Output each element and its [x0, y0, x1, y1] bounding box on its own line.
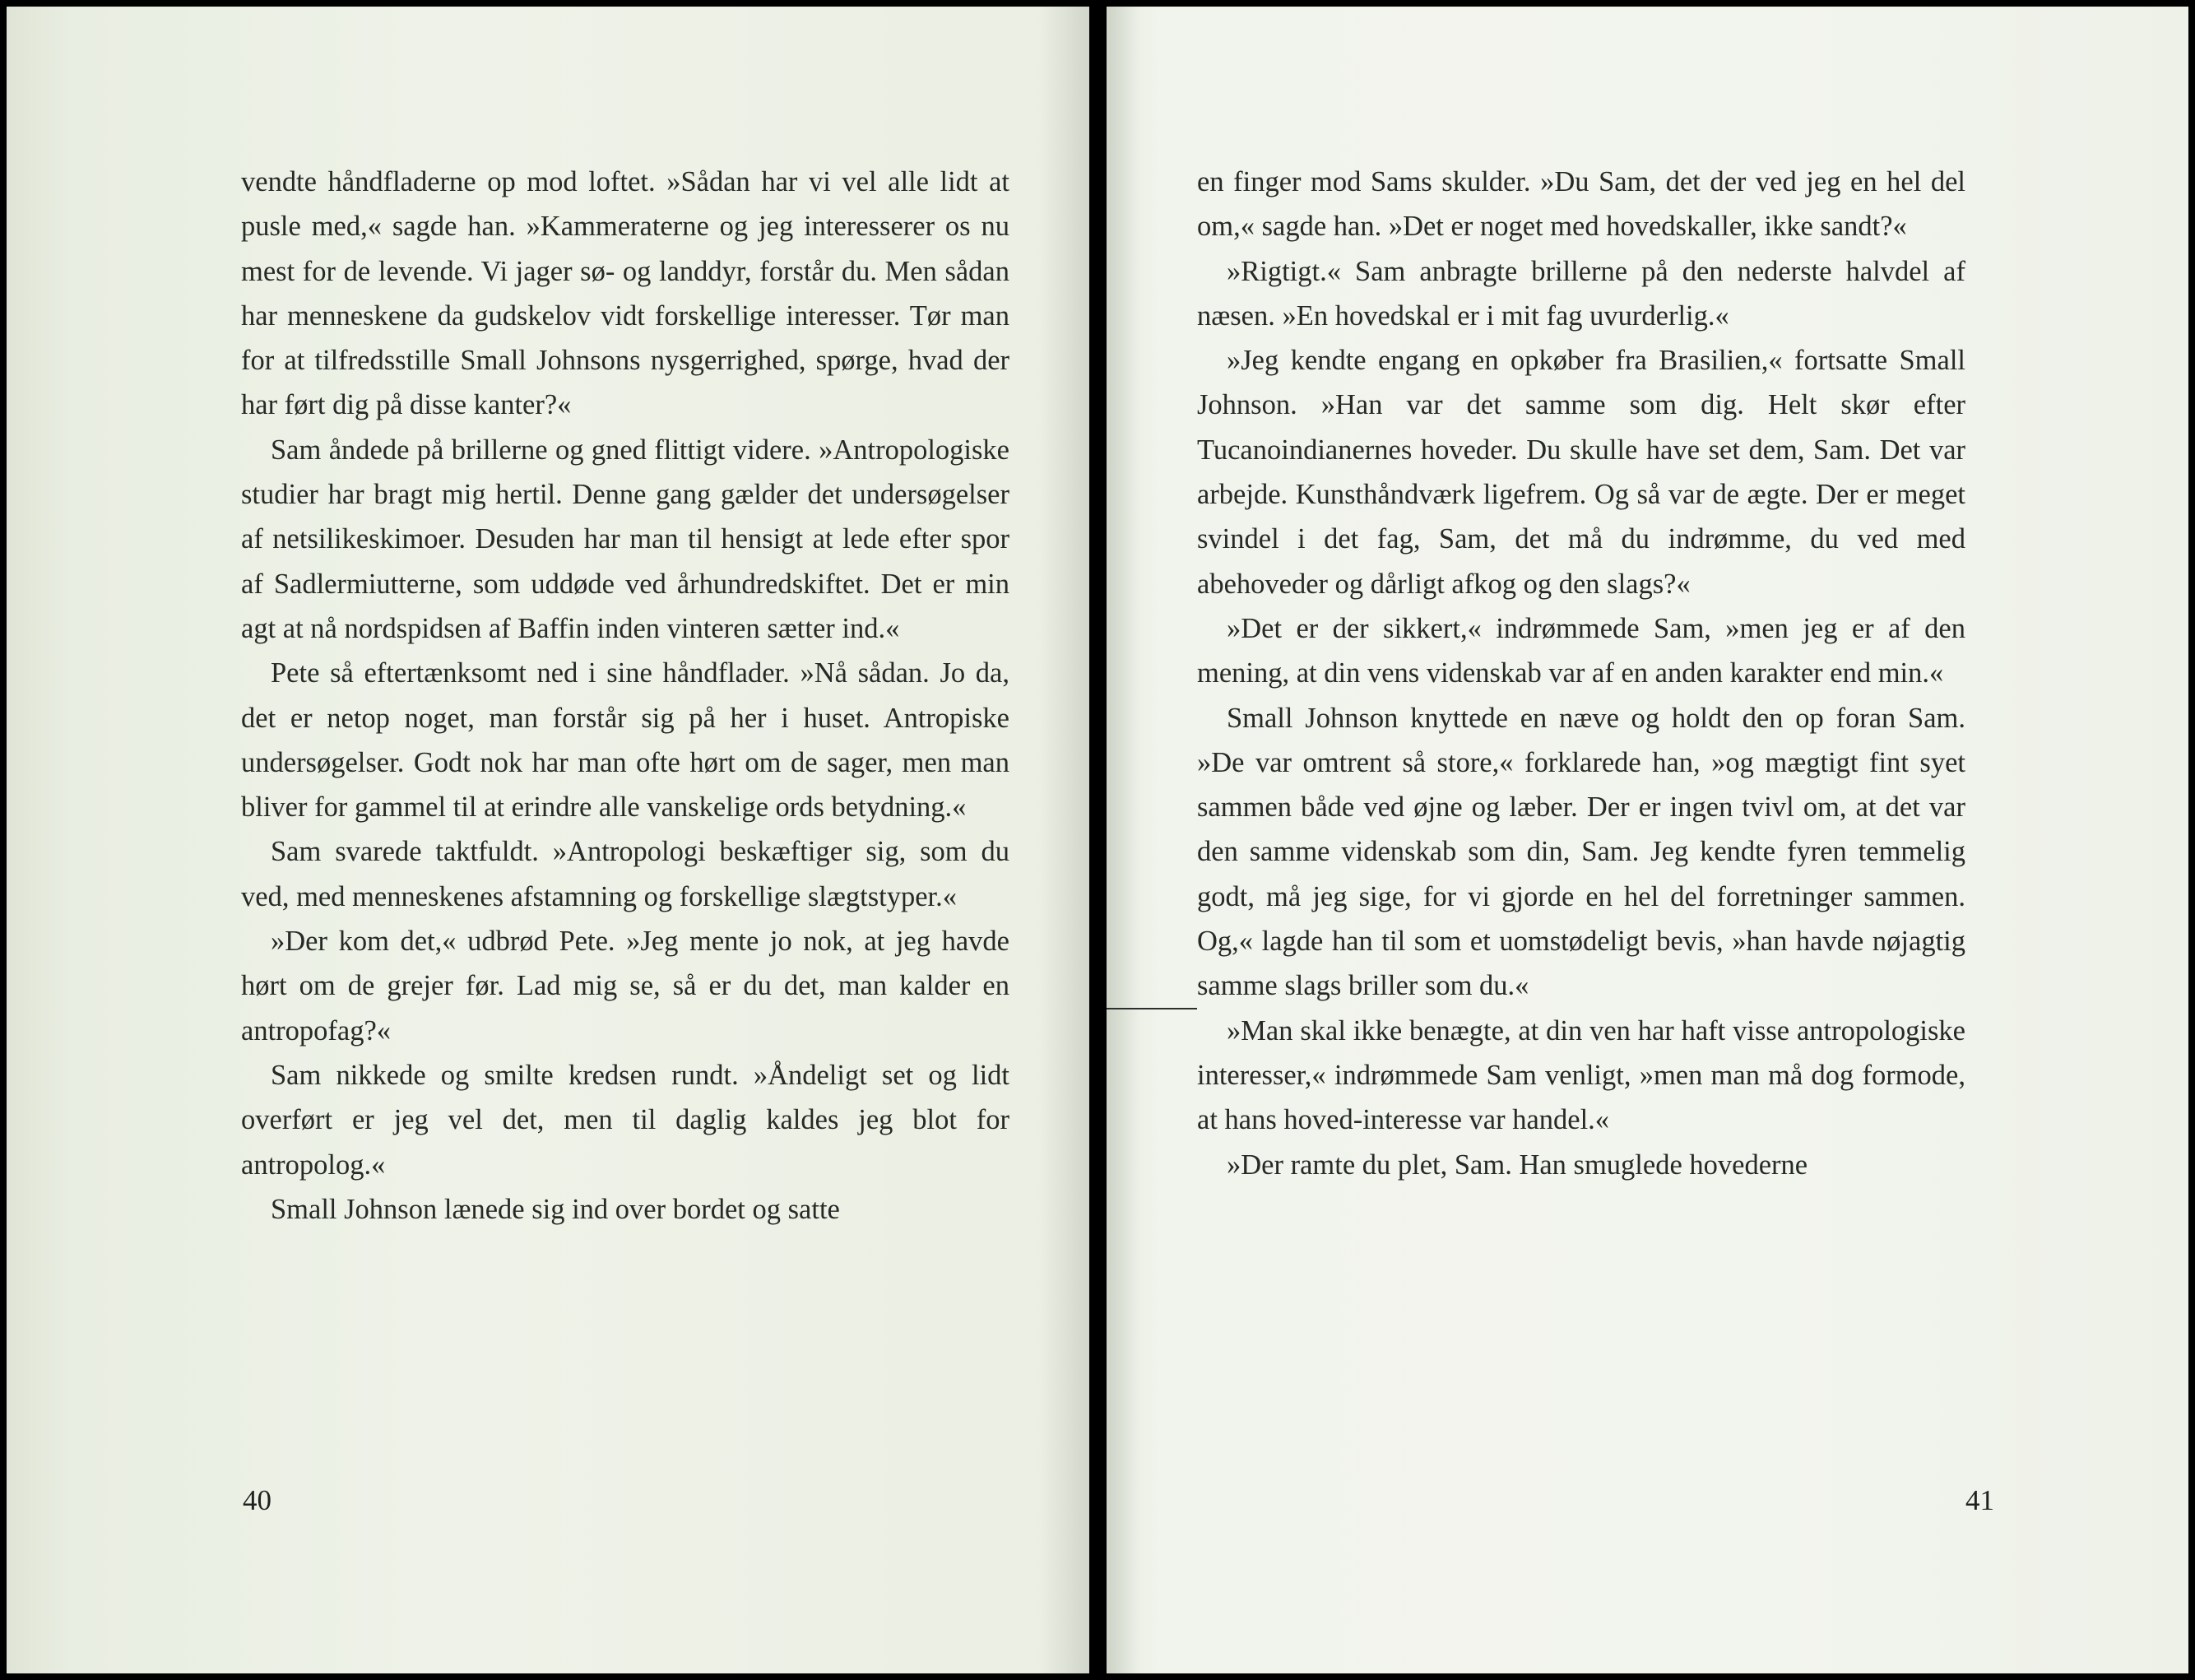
- paragraph: Sam nikkede og smilte kredsen rundt. »Åndeligt set og lidt overført er jeg vel det, men til daglig kaldes jeg blot for antropolog.«: [241, 1059, 1009, 1181]
- paragraph: »Man skal ikke benægte, at din ven har haft visse antropologiske interesser,« indrømmede Sam venligt, »men man må dog formode, at hans hoved-interesse var handel.«: [1197, 1014, 1965, 1136]
- paragraph: »Det er der sikkert,« indrømmede Sam, »men jeg er af den mening, at din vens videnskab var af en anden karakter end min.«: [1197, 612, 1965, 689]
- right-page: [1107, 7, 2188, 1673]
- paragraph: »Rigtigt.« Sam anbragte brillerne på den nederste halvdel af næsen. »En hovedskal er i mit fag uvurderlig.«: [1197, 255, 1965, 332]
- left-page: [7, 7, 1089, 1673]
- spine-shadow: [1040, 7, 1089, 1673]
- paragraph: Small Johnson lænede sig ind over bordet og satte: [271, 1193, 840, 1225]
- paragraph: en finger mod Sams skulder. »Du Sam, det der ved jeg en hel del om,« sagde han. »Det er noget med hovedskaller, ikke sandt?«: [1197, 166, 1965, 243]
- paragraph: Sam svarede taktfuldt. »Antropologi beskæftiger sig, som du ved, med menneskenes afstamning og forskellige slægtstyper.«: [241, 836, 1009, 912]
- page-number-right: 41: [1965, 1484, 1994, 1516]
- paragraph: Small Johnson knyttede en næve og holdt den op foran Sam. »De var omtrent så store,« forklarede han, »og mægtigt fint syet sammen både ved øjne og læber. Der er ingen tvivl om, at det var den samme videnskab som din, Sam. Jeg kendte fyren temmelig godt, må jeg sige, for vi gjorde en hel del forretninger sammen. Og,« lagde han til som et uomstødeligt bevis, »han havde nøjagtig samme slags briller som du.«: [1197, 702, 1965, 1002]
- paragraph: »Jeg kendte engang en opkøber fra Brasilien,« fortsatte Small Johnson. »Han var det samme som dig. Helt skør efter Tucanoindianernes hoveder. Du skulle have set dem, Sam. Det var arbejde. Kunsthåndværk ligefrem. Og så var de ægte. Der er meget svindel i det fag, Sam, det må du indrømme, du ved med abehoveder og dårligt afkog og den slags?«: [1197, 345, 1965, 600]
- paragraph: Pete så eftertænksomt ned i sine håndflader. »Nå sådan. Jo da, det er netop noget, man forstår sig på her i huset. Antropiske undersøgelser. Godt nok har man ofte hørt om de sager, men man bliver for gammel til at erindre alle vanskelige ords betydning.«: [241, 657, 1009, 824]
- paragraph: »Der ramte du plet, Sam. Han smuglede hovederne: [1227, 1149, 1808, 1181]
- right-page-text: [1197, 160, 1965, 1187]
- paragraph: »Der kom det,« udbrød Pete. »Jeg mente jo nok, at jeg havde hørt om de grejer før. Lad mig se, så er du det, man kalder en antropofag?«: [241, 926, 1009, 1047]
- page-number-left: 40: [243, 1484, 271, 1516]
- stray-mark: [1107, 1008, 1197, 1009]
- paragraph: Sam åndede på brillerne og gned flittigt videre. »Antropologiske studier har bragt mig hertil. Denne gang gælder det undersøgelser af netsilikeskimoer. Desuden har man til hensigt at lede efter spor af Sadlermiutterne, som uddøde ved århundredskiftet. Det er min agt at nå nordspidsen af Baffin inden vinteren sætter ind.«: [241, 434, 1009, 644]
- left-page-text: [241, 160, 1009, 1232]
- spine-shadow: [1107, 7, 1139, 1673]
- paragraph: vendte håndfladerne op mod loftet. »Sådan har vi vel alle lidt at pusle med,« sagde han. »Kammeraterne og jeg interesserer os nu mest for de levende. Vi jager sø- og landdyr, forstår du. Men sådan har menneskene da gudskelov vidt forskellige interesser. Tør man for at tilfredsstille Small Johnsons nysgerrighed, spørge, hvad der har ført dig på disse kanter?«: [241, 166, 1009, 421]
